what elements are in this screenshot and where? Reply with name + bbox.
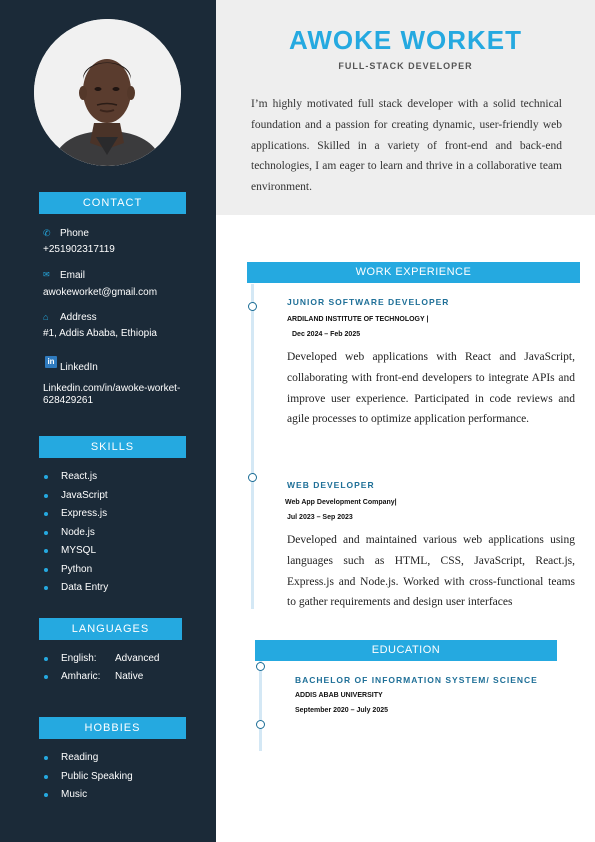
- timeline-dot: [256, 662, 265, 671]
- skill-item: React.js: [43, 471, 108, 490]
- language-item: [43, 671, 203, 683]
- phone-icon: ✆: [43, 228, 51, 238]
- email-icon: ✉: [43, 270, 50, 279]
- job-description: Developed web applications with React and JavaScript, collaborating with front-end developers to integrate APIs and improve user experience. Participated in code reviews and agile processes to optimize application performance.: [287, 351, 575, 426]
- contact-heading: CONTACT: [39, 192, 186, 214]
- address-label: Address: [60, 312, 97, 323]
- language-item: [43, 653, 203, 665]
- education-heading: EDUCATION: [255, 640, 557, 661]
- timeline-dot: [256, 720, 265, 729]
- hobbies-heading: HOBBIES: [39, 717, 186, 739]
- candidate-name: AWOKE WORKET: [289, 25, 522, 55]
- linkedin-value[interactable]: Linkedin.com/in/awoke-worket-628429261: [43, 383, 181, 406]
- education-dates: September 2020 – July 2025: [295, 707, 389, 714]
- job-description: Developed and maintained various web applications using languages such as HTML, CSS, JavaScript, React.js, Express.js and Node.js. Worked with cross-functional teams to gather requirements and design user interfaces: [287, 534, 575, 609]
- skill-item: Python: [43, 564, 108, 583]
- language-name: English:: [61, 653, 97, 664]
- job-title: JUNIOR SOFTWARE DEVELOPER: [287, 297, 450, 307]
- language-name: Amharic:: [61, 671, 101, 682]
- education-timeline: [259, 661, 262, 751]
- skills-list: [43, 471, 108, 601]
- linkedin-label: LinkedIn: [60, 362, 98, 373]
- hobby-item: Music: [43, 789, 133, 808]
- hobby-item: Reading: [43, 752, 133, 771]
- timeline-dot: [248, 302, 257, 311]
- degree-title: BACHELOR OF INFORMATION SYSTEM/ SCIENCE: [295, 675, 538, 685]
- skill-item: JavaScript: [43, 490, 108, 509]
- hobbies-list: [43, 752, 133, 808]
- skills-heading: SKILLS: [39, 436, 186, 458]
- languages-heading: LANGUAGES: [39, 618, 182, 640]
- job-title: WEB DEVELOPER: [287, 480, 375, 490]
- skill-item: MYSQL: [43, 545, 108, 564]
- language-level: Native: [115, 671, 144, 682]
- skill-item: Express.js: [43, 508, 108, 527]
- work-experience-heading: WORK EXPERIENCE: [247, 262, 580, 283]
- email-label: Email: [60, 270, 86, 281]
- profile-photo: [34, 19, 181, 166]
- language-level: Advanced: [115, 653, 160, 664]
- job-company: ARDILAND INSTITUTE OF TECHNOLOGY |: [287, 316, 429, 323]
- timeline-dot: [248, 473, 257, 482]
- experience-timeline: [251, 284, 254, 609]
- profile-summary: I’m highly motivated full stack developer with a solid technical foundation and a passion for creating dynamic, user-friendly web applications. Skilled in a variety of front-end and back-end technologies, I am eager to learn and thrive in a collaborative team environment.: [251, 98, 562, 194]
- email-value[interactable]: awokeworket@gmail.com: [43, 287, 158, 298]
- skill-item: Data Entry: [43, 582, 108, 601]
- job-dates: Jul 2023 – Sep 2023: [287, 514, 353, 521]
- address-value: #1, Addis Ababa, Ethiopia: [43, 328, 157, 339]
- skill-item: Node.js: [43, 527, 108, 546]
- linkedin-icon: in: [45, 356, 57, 368]
- candidate-title: FULL-STACK DEVELOPER: [338, 61, 473, 71]
- profile-photo-image: [34, 19, 181, 166]
- school-name: ADDIS ABAB UNIVERSITY: [295, 692, 383, 699]
- job-dates: Dec 2024 – Feb 2025: [292, 331, 361, 338]
- hobby-item: Public Speaking: [43, 771, 133, 790]
- job-company: Web App Development Company|: [285, 499, 397, 506]
- phone-value[interactable]: +251902317119: [43, 244, 115, 255]
- home-icon: ⌂: [43, 312, 49, 322]
- phone-label: Phone: [60, 228, 89, 239]
